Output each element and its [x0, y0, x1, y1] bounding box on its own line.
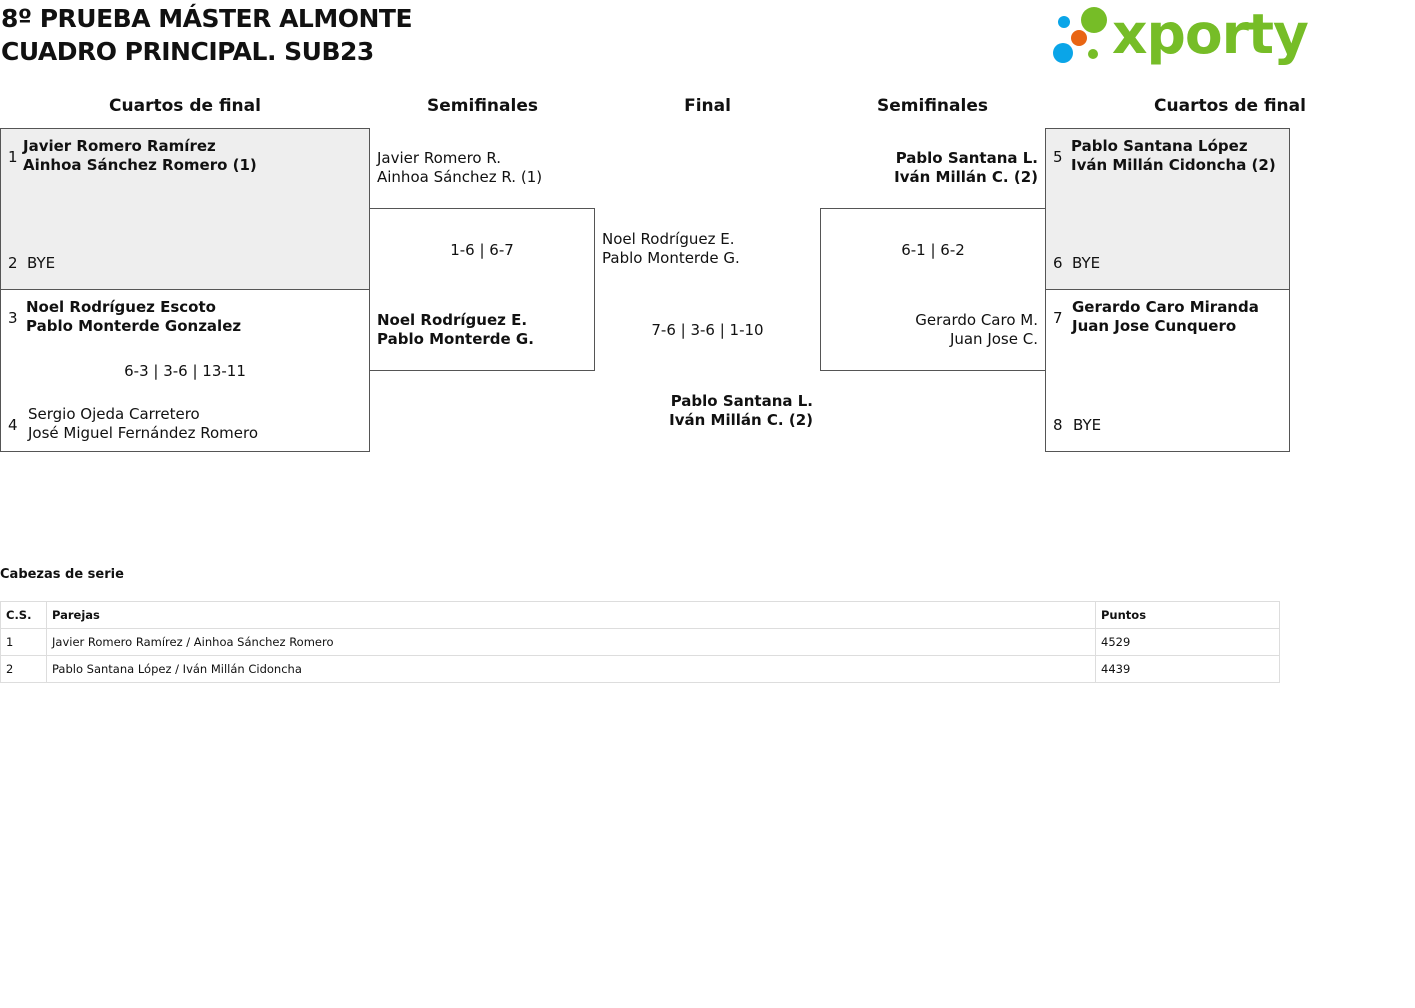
qf-match-2: [0, 289, 370, 452]
match-score: 1-6 | 6-7: [450, 241, 514, 259]
logo-dots-icon: [1050, 4, 1120, 68]
player-name: Ainhoa Sánchez Romero (1): [23, 156, 257, 174]
player-name: Gerardo Caro Miranda: [1072, 298, 1259, 316]
page-title-line1: 8º PRUEBA MÁSTER ALMONTE: [1, 4, 413, 33]
team-name: [26, 298, 241, 336]
column-header: Parejas: [47, 602, 1096, 629]
team-name: [377, 311, 534, 349]
header-qf-right: Cuartos de final: [1154, 96, 1306, 116]
xporty-logo: [1050, 2, 1308, 68]
header-sf-right: Semifinales: [877, 96, 988, 116]
bye-label: BYE: [1073, 416, 1102, 434]
player-name: Noel Rodríguez E.: [377, 311, 528, 329]
player-name: Pablo Santana López: [1071, 137, 1248, 155]
player-name: Noel Rodríguez E.: [602, 230, 735, 248]
player-name: Sergio Ojeda Carretero: [28, 405, 200, 423]
seed-cell: 2: [1, 656, 47, 683]
team-name: [1071, 137, 1276, 175]
team-name: [23, 137, 257, 175]
table-header-row: [1, 602, 1280, 629]
points-cell: 4439: [1096, 656, 1280, 683]
table-row: [1, 656, 1280, 683]
team-name: [28, 405, 258, 443]
player-name: José Miguel Fernández Romero: [28, 424, 259, 442]
player-name: Iván Millán C. (2): [669, 411, 813, 429]
bye-label: BYE: [1072, 254, 1101, 272]
seed-number: 5: [1053, 148, 1063, 166]
seed-number: 3: [8, 309, 18, 327]
qf-match-3: [1045, 128, 1290, 290]
page-title-line2: CUADRO PRINCIPAL. SUB23: [1, 37, 374, 66]
pair-cell: Pablo Santana López / Iván Millán Cidoncha: [47, 656, 1096, 683]
player-name: Iván Millán Cidoncha (2): [1071, 156, 1276, 174]
player-name: Pablo Monterde G.: [377, 330, 534, 348]
column-header: Puntos: [1096, 602, 1280, 629]
seeds-table: [0, 601, 1280, 683]
seed-number: 8: [1053, 416, 1063, 434]
column-header: C.S.: [1, 602, 47, 629]
seed-number: 2: [8, 254, 18, 272]
team-name: [1072, 298, 1259, 336]
seed-number: 4: [8, 416, 18, 434]
player-name: Gerardo Caro M.: [915, 311, 1038, 329]
player-name: Juan Jose C.: [949, 330, 1038, 348]
player-name: Javier Romero Ramírez: [23, 137, 216, 155]
pair-cell: Javier Romero Ramírez / Ainhoa Sánchez Romero: [47, 629, 1096, 656]
seed-number: 1: [8, 148, 18, 166]
player-name: Juan Jose Cunquero: [1072, 317, 1237, 335]
sf-right-match: [820, 208, 1046, 371]
header-final: Final: [684, 96, 731, 116]
final-winner: [595, 392, 813, 430]
header-sf-left: Semifinales: [427, 96, 538, 116]
sf-left-team-1: [377, 149, 542, 187]
player-name: Pablo Santana L.: [895, 149, 1038, 167]
player-name: Pablo Monterde G.: [602, 249, 740, 267]
points-cell: 4529: [1096, 629, 1280, 656]
match-score: 6-1 | 6-2: [901, 241, 965, 259]
logo-wordmark: xporty: [1112, 2, 1308, 66]
bye-label: BYE: [27, 254, 56, 272]
team-name: [821, 311, 1038, 349]
seeds-title: Cabezas de serie: [0, 567, 124, 582]
seed-cell: 1: [1, 629, 47, 656]
player-name: Iván Millán C. (2): [894, 168, 1038, 186]
final-team-1: [602, 230, 740, 268]
seed-number: 6: [1053, 254, 1063, 272]
player-name: Javier Romero R.: [377, 149, 502, 167]
header-qf-left: Cuartos de final: [109, 96, 261, 116]
player-name: Noel Rodríguez Escoto: [26, 298, 216, 316]
qf-match-4: [1045, 289, 1290, 452]
table-row: [1, 629, 1280, 656]
sf-right-team-1: [820, 149, 1038, 187]
seed-number: 7: [1053, 309, 1063, 327]
player-name: Pablo Monterde Gonzalez: [26, 317, 242, 335]
player-name: Pablo Santana L.: [670, 392, 813, 410]
player-name: Ainhoa Sánchez R. (1): [377, 168, 543, 186]
match-score: 6-3 | 3-6 | 13-11: [124, 362, 246, 380]
final-score: 7-6 | 3-6 | 1-10: [651, 321, 764, 339]
sf-left-match: [369, 208, 595, 371]
qf-match-1: [0, 128, 370, 290]
